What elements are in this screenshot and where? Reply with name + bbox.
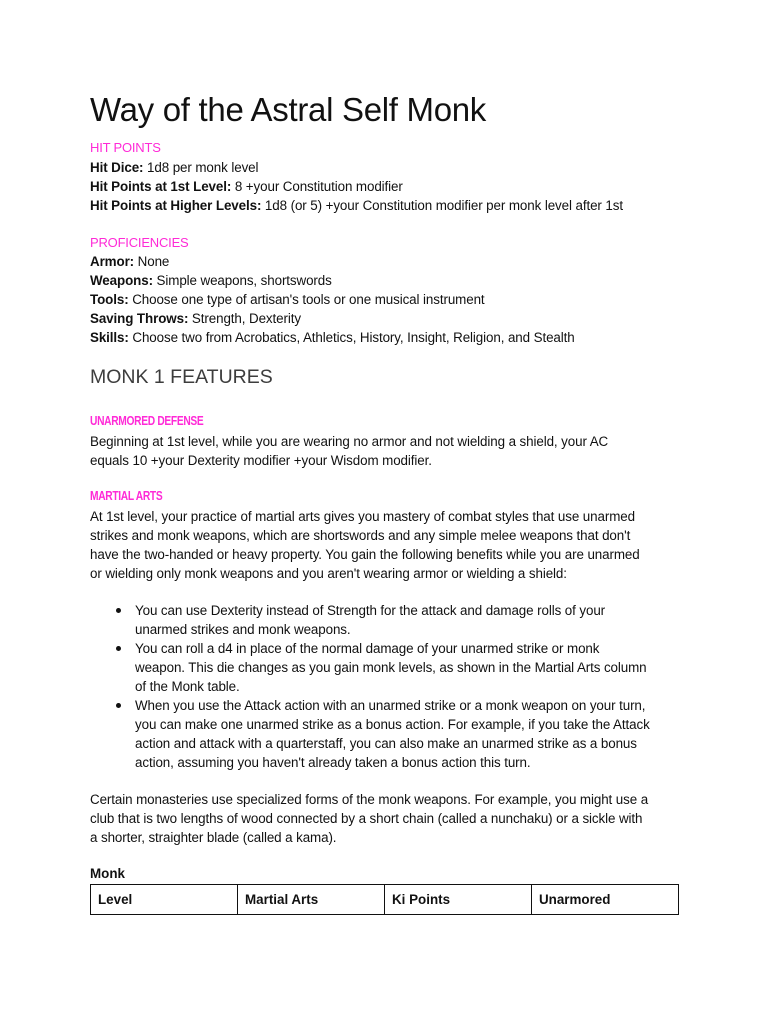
- saving-throws-line: [90, 309, 301, 328]
- text-line: or wielding only monk weapons and you aren't wearing armor or wielding a shield:: [90, 566, 567, 581]
- text-line: When you use the Attack action with an unarmed strike or a monk weapon on your turn,: [135, 698, 646, 713]
- unarmored-defense-heading: UNARMORED DEFENSE: [90, 414, 204, 428]
- hit-dice-value: 1d8 per monk level: [143, 160, 259, 175]
- features-heading: MONK 1 FEATURES: [90, 366, 273, 388]
- text-line: club that is two lengths of wood connected by a short chain (called a nunchaku) or a sickle with: [90, 811, 643, 826]
- text-line: equals 10 +your Dexterity modifier +your Wisdom modifier.: [90, 453, 432, 468]
- tools-value: Choose one type of artisan's tools or one musical instrument: [128, 292, 485, 307]
- text-line: of the Monk table.: [135, 679, 240, 694]
- hit-dice-label: Hit Dice:: [90, 160, 144, 175]
- text-line: strikes and monk weapons, which are shortswords and any simple melee weapons that don't: [90, 528, 631, 543]
- bullet-icon: [116, 608, 121, 613]
- hit-points-heading: HIT POINTS: [90, 140, 161, 155]
- tools-line: [90, 290, 485, 309]
- table-header-row: [91, 885, 679, 915]
- skills-label: Skills:: [90, 330, 129, 345]
- text-line: You can roll a d4 in place of the normal damage of your unarmed strike or monk: [135, 641, 600, 656]
- text-line: Beginning at 1st level, while you are wearing no armor and not wielding a shield, your AC: [90, 434, 609, 449]
- hp-higher-levels-value: 1d8 (or 5) +your Constitution modifier per monk level after 1st: [261, 198, 623, 213]
- list-item: [90, 639, 690, 696]
- weapons-label: Weapons:: [90, 273, 153, 288]
- list-item: [90, 601, 690, 639]
- martial-arts-text: [90, 507, 690, 583]
- saving-throws-label: Saving Throws:: [90, 311, 189, 326]
- text-line: weapon. This die changes as you gain monk levels, as shown in the Martial Arts column: [135, 660, 647, 675]
- hit-dice-line: [90, 158, 258, 177]
- text-line: You can use Dexterity instead of Strength for the attack and damage rolls of your: [135, 603, 606, 618]
- hp-first-level-line: [90, 177, 403, 196]
- martial-arts-benefits-list: [90, 601, 690, 772]
- hp-first-level-label: Hit Points at 1st Level:: [90, 179, 232, 194]
- monk-weapons-note: [90, 790, 690, 847]
- header-ki-points: Ki Points: [385, 885, 532, 915]
- text-line: have the two-handed or heavy property. You gain the following benefits while you are unarmed: [90, 547, 640, 562]
- skills-value: Choose two from Acrobatics, Athletics, History, Insight, Religion, and Stealth: [128, 330, 575, 345]
- skills-line: [90, 328, 575, 347]
- weapons-value: Simple weapons, shortswords: [152, 273, 332, 288]
- bullet-icon: [116, 703, 121, 708]
- header-martial-arts: Martial Arts: [238, 885, 385, 915]
- weapons-line: [90, 271, 332, 290]
- armor-label: Armor:: [90, 254, 135, 269]
- armor-line: [90, 252, 169, 271]
- unarmored-defense-text: [90, 432, 690, 470]
- text-line: you can make one unarmed strike as a bonus action. For example, if you take the Attack: [135, 717, 650, 732]
- text-line: unarmed strikes and monk weapons.: [135, 622, 351, 637]
- proficiencies-heading: PROFICIENCIES: [90, 235, 189, 250]
- text-line: action and attack with a quarterstaff, you can also make an unarmed strike as a bonus: [135, 736, 637, 751]
- saving-throws-value: Strength, Dexterity: [188, 311, 301, 326]
- text-line: a shorter, straighter blade (called a kama).: [90, 830, 337, 845]
- monk-table: [90, 884, 679, 915]
- text-line: At 1st level, your practice of martial arts gives you mastery of combat styles that use unarmed: [90, 509, 635, 524]
- page-title: Way of the Astral Self Monk: [90, 91, 487, 128]
- martial-arts-heading: MARTIAL ARTS: [90, 489, 163, 503]
- header-level: Level: [91, 885, 238, 915]
- hp-higher-levels-line: [90, 196, 623, 215]
- list-item: [90, 696, 690, 772]
- header-unarmored: Unarmored: [532, 885, 679, 915]
- armor-value: None: [134, 254, 170, 269]
- text-line: action, assuming you haven't already taken a bonus action this turn.: [135, 755, 531, 770]
- text-line: Certain monasteries use specialized forms of the monk weapons. For example, you might use a: [90, 792, 649, 807]
- tools-label: Tools:: [90, 292, 129, 307]
- hp-first-level-value: 8 +your Constitution modifier: [231, 179, 403, 194]
- bullet-icon: [116, 646, 121, 651]
- hp-higher-levels-label: Hit Points at Higher Levels:: [90, 198, 262, 213]
- monk-table-caption: Monk: [90, 866, 125, 881]
